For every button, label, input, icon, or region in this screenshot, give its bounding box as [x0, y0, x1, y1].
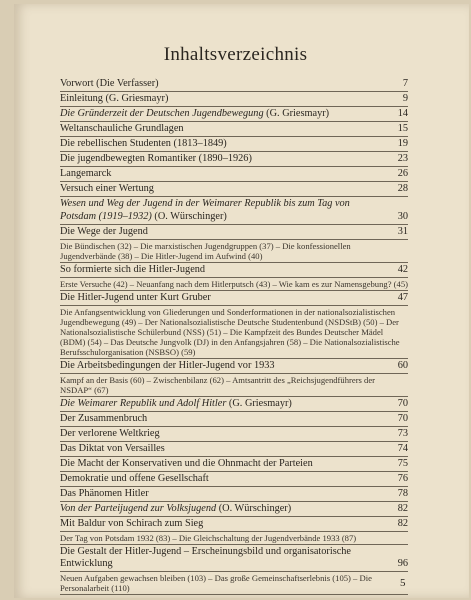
toc-entry-title [60, 413, 384, 426]
toc-page-number: 73 [397, 427, 408, 439]
toc-entry-title [60, 360, 384, 373]
toc-section-heading: Die Gründerzeit der Deutschen Jugendbewegung [60, 108, 264, 120]
toc-page-number: 76 [397, 472, 408, 484]
toc-entry [60, 292, 408, 306]
toc-entry-title [60, 226, 384, 239]
toc-entry-text: Die Gestalt der Hitler-Jugend – Erscheinungsbild und organisatorische Entwicklung [60, 545, 351, 570]
toc-entry [60, 108, 408, 122]
toc-entry-text: Die Hitler-Jugend unter Kurt Gruber [60, 291, 211, 303]
toc-entry-title [60, 108, 384, 121]
toc-entry-title [60, 503, 384, 516]
toc-entry-text: Mit Baldur von Schirach zum Sieg [60, 517, 204, 529]
toc-entry [60, 78, 408, 92]
toc-page-number: 26 [397, 168, 408, 180]
toc-entry-text: Der verlorene Weltkrieg [60, 427, 160, 439]
toc-entry-text: (G. Griesmayr) [263, 108, 330, 120]
toc-section-heading: Wesen und Weg der Jugend in der Weimarer Republik bis zum Tag von Potsdam (1919–1932) [60, 198, 350, 222]
toc-subentries: Erste Versuche (42) – Neuanfang nach dem Hitlerputsch (43) – Wie kam es zur Namensgebung? (45) [60, 278, 408, 289]
toc-section-heading: Von der Parteijugend zur Volksjugend [60, 502, 217, 514]
toc-entry-text: Einleitung (G. Griesmayr) [60, 92, 169, 104]
toc-section-heading: Die Weimarer Republik und Adolf Hitler [60, 397, 227, 409]
toc-page-number: 75 [397, 457, 408, 469]
toc-entry [60, 198, 408, 225]
toc-entry-text: Weltanschauliche Grundlagen [60, 123, 184, 135]
toc-entry-text: Das Phänomen Hitler [60, 487, 149, 499]
toc-entry-text: Langemarck [60, 168, 112, 180]
toc-entry-title [60, 398, 384, 411]
page-number: 5 [400, 577, 406, 589]
toc-page-number: 82 [397, 502, 408, 514]
toc-entry [60, 93, 408, 107]
toc-entry-title [60, 473, 384, 486]
toc-entry-title [60, 292, 384, 305]
toc-page-number: 15 [397, 123, 408, 135]
toc-entry [60, 123, 408, 137]
toc-entry [60, 264, 408, 278]
toc-entry [60, 168, 408, 182]
toc-entry-title [60, 183, 384, 196]
toc-page-number: 78 [397, 487, 408, 499]
toc-entry [60, 226, 408, 240]
toc-page-number: 23 [397, 153, 408, 165]
toc-entry-text: Vorwort (Die Verfasser) [60, 78, 159, 89]
toc-entry-title [60, 138, 384, 151]
toc-entry [60, 546, 408, 573]
toc-page-number: 82 [397, 517, 408, 529]
toc-page-number: 60 [397, 359, 408, 371]
toc-page-number: 70 [397, 397, 408, 409]
table-of-contents [60, 78, 408, 596]
toc-entry-title [60, 443, 384, 456]
toc-entry [60, 398, 408, 412]
toc-entry-title [60, 428, 384, 441]
toc-entry [60, 503, 408, 517]
toc-entry-title [60, 518, 384, 531]
toc-entry-text: Demokratie und offene Gesellschaft [60, 472, 209, 484]
toc-entry-title [60, 546, 384, 571]
toc-page-number: 28 [397, 183, 408, 194]
toc-entry [60, 153, 408, 167]
toc-page-number: 42 [397, 263, 408, 275]
toc-subentries: Der Tag von Potsdam 1932 (83) – Die Gleichschaltung der Jugendverbände 1933 (87) [60, 533, 408, 545]
toc-entry-text: Die jugendbewegten Romantiker (1890–1926) [60, 153, 252, 165]
toc-entry-title [60, 78, 384, 91]
toc-entry-text: Versuch einer Wertung [60, 183, 154, 194]
toc-entry-text: Der Zusammenbruch [60, 412, 148, 424]
toc-page-number: 14 [397, 108, 408, 120]
toc-entry-text: Das Diktat von Versailles [60, 442, 165, 454]
toc-subentries: Neuen Aufgaben gewachsen bleiben (103) – Das große Gemeinschaftserlebnis (105) – Die Personalarbeit (110) [60, 573, 408, 595]
toc-page-number: 31 [397, 225, 408, 237]
toc-page-number: 96 [397, 558, 408, 570]
toc-page-number: 70 [397, 412, 408, 424]
toc-entry-title [60, 198, 384, 223]
toc-entry [60, 428, 408, 442]
toc-page-number: 19 [397, 138, 408, 150]
toc-entry-title [60, 264, 384, 277]
toc-subentries: Die Bündischen (32) – Die marxistischen Jugendgruppen (37) – Die konfessionellen Jugendverbände (38) – Die Hitler-Jugend im Aufwind (40) [60, 241, 408, 263]
toc-subentries: Die Anfangsentwicklung von Gliederungen und Sonderformationen in der nationalsozialistischen Jugendbewegung (49) – Der Nationalsozialistische Deutsche Studentenbund (NSDStB) (50) – Der Nationalsozialistische Schülerbund (NSS) (51) – Die Kampfzeit des Bundes Deutscher Mädel (BDM) (54) – Das Deutsche Jungvolk (DJ) in den Anfangsjahren (58) – Die Nationalsozialistische Berufsschulorganisation (NSBSO) (59) [60, 307, 408, 359]
toc-entry-title [60, 153, 384, 166]
toc-subentries: Kampf an der Basis (60) – Zwischenbilanz (62) – Amtsantritt des „Reichsjugendführers der NSDAP“ (67) [60, 375, 408, 397]
toc-entry-text: (O. Würschinger) [151, 210, 227, 222]
toc-entry [60, 138, 408, 152]
toc-entry-title [60, 123, 384, 136]
toc-entry [60, 413, 408, 427]
toc-entry [60, 488, 408, 502]
toc-entry-text: Die Wege der Jugend [60, 225, 148, 237]
toc-page-number: 30 [397, 210, 408, 222]
toc-entry-title [60, 488, 384, 501]
toc-entry-title [60, 458, 384, 471]
toc-entry-text: Die rebellischen Studenten (1813–1849) [60, 138, 227, 150]
toc-entry-text: Die Macht der Konservativen und die Ohnmacht der Parteien [60, 457, 313, 469]
page-title: Inhaltsverzeichnis [163, 44, 308, 65]
toc-page-number: 9 [402, 92, 408, 104]
toc-entry-text: (G. Griesmayr) [226, 397, 292, 409]
toc-page-number: 7 [402, 78, 408, 89]
toc-entry-title [60, 93, 384, 106]
toc-entry [60, 443, 408, 457]
toc-entry-text: Die Arbeitsbedingungen der Hitler-Jugend vor 1933 [60, 359, 275, 371]
toc-entry [60, 183, 408, 197]
toc-entry [60, 473, 408, 487]
toc-entry-text: (O. Würschinger) [216, 502, 292, 514]
toc-entry [60, 360, 408, 374]
toc-entry-text: So formierte sich die Hitler-Jugend [60, 263, 206, 275]
toc-page-number: 74 [397, 442, 408, 454]
toc-entry [60, 458, 408, 472]
toc-entry [60, 518, 408, 532]
toc-entry-title [60, 168, 384, 181]
toc-page-number: 47 [397, 291, 408, 303]
